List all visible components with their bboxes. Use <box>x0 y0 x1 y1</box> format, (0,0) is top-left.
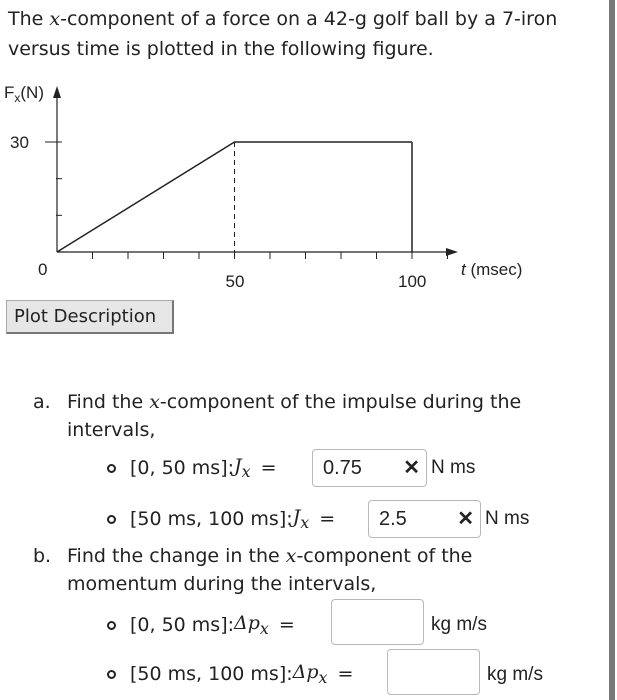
bullet-icon <box>107 515 116 524</box>
bullet-icon <box>107 670 116 679</box>
impulse-input-0-50[interactable] <box>312 449 427 487</box>
var-x: x <box>49 8 61 30</box>
var-x: x <box>285 545 297 567</box>
impulse-unit-0-50: N ms <box>431 457 476 478</box>
impulse-symbol: $J_x$ <box>234 455 251 481</box>
impulse-row-50-100 <box>107 501 345 537</box>
page-right-border <box>609 0 615 700</box>
interval-label: [50 ms, 100 ms]: <box>130 508 293 530</box>
momentum-input-0-50[interactable] <box>331 599 424 645</box>
impulse-row-0-50 <box>107 450 287 486</box>
equals-sign: = <box>260 457 277 479</box>
var-x: x <box>149 391 160 413</box>
interval-label: [50 ms, 100 ms]: <box>130 663 293 685</box>
equals-sign: = <box>278 614 295 636</box>
equals-sign: = <box>337 663 354 685</box>
momentum-unit-50-100: kg m/s <box>487 664 543 685</box>
y-axis-label: $F_x(N)$ <box>4 83 44 105</box>
part-b-letter: b. <box>33 545 52 567</box>
impulse-value-50-100: 2.5 <box>379 508 407 530</box>
y-tick-label: 30 <box>10 133 29 152</box>
force-time-plot <box>0 78 560 308</box>
incorrect-icon: ✕ <box>403 457 420 479</box>
momentum-input-50-100[interactable] <box>387 649 480 695</box>
impulse-unit-50-100: N ms <box>485 508 530 529</box>
incorrect-icon: ✕ <box>457 508 474 530</box>
x-tick-label: 50 <box>225 272 245 291</box>
interval-label: [0, 50 ms]: <box>130 614 235 636</box>
intro-line-2: versus time is plotted in the following figure. <box>8 38 434 60</box>
momentum-change-symbol: $\Delta p_x$ <box>234 612 269 638</box>
intro-line-1: The x-component of a force on a 42-g golf ball by a 7-iron <box>8 8 558 30</box>
equals-sign: = <box>319 508 336 530</box>
bullet-icon <box>107 464 116 473</box>
impulse-input-50-100[interactable] <box>368 500 481 538</box>
interval-label: [0, 50 ms]: <box>130 457 235 479</box>
impulse-symbol: $J_x$ <box>292 506 310 532</box>
x-axis-label: t (msec) <box>461 260 523 279</box>
momentum-row-50-100 <box>107 656 363 692</box>
impulse-value-0-50: 0.75 <box>323 457 362 479</box>
momentum-unit-0-50: kg m/s <box>431 614 487 635</box>
momentum-change-symbol: $\Delta p_x$ <box>292 661 328 687</box>
problem-intro <box>8 4 598 64</box>
momentum-row-0-50 <box>107 607 305 643</box>
x-tick-label: 0 <box>38 260 48 279</box>
bullet-icon <box>107 621 116 630</box>
plot-description-button[interactable]: Plot Description <box>6 300 174 334</box>
part-a-letter: a. <box>33 391 51 413</box>
x-tick-label: 100 <box>398 272 427 291</box>
part-b-question: Find the change in the x-component of the momentum during the intervals, <box>67 545 473 595</box>
part-a-question: Find the x-component of the impulse during the intervals, <box>67 391 522 441</box>
